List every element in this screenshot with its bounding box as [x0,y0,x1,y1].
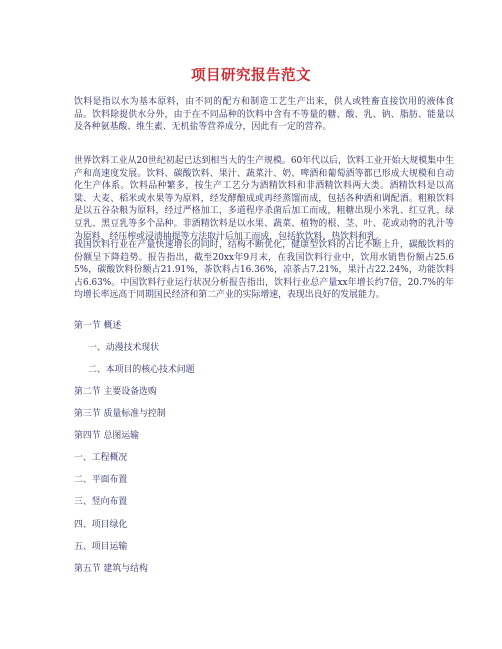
toc-item-4-2: 二、平面布置 [74,475,128,485]
toc-item-4-1: 一、工程概况 [74,453,128,463]
toc-item-1-1: 一、动漫技术现状 [88,343,159,353]
toc-section-3: 第三节 质量标准与控制 [74,409,166,419]
document-title: 项目研究报告范文 [191,68,311,84]
toc-item-1-2: 二、本项目的核心技术问题 [88,365,195,375]
toc-item-4-4: 四、项目绿化 [74,520,128,530]
paragraph-china-industry: 我国饮料行业在产量快速增长的同时，结构不断优化，健康型饮料的占比不断上升，碳酸饮料的份额呈下降趋势。报告指出，截至20xx年9月末，在我国饮料行业中，饮用水销售份额占25.65%，碳酸饮料份额占21.91%，茶饮料占16.36%，凉茶占7.21%，果汁占22.24%，功能饮料占6.63%。中国饮料行业运行状况分析报告指出，饮料行业总产量xx年增长约7倍，20.7%的年均增长率远高于同期国民经济和第二产业的实际增速，表现出良好的发展能力。 [74,240,454,301]
toc-section-2: 第二节 主要设备选购 [74,387,157,397]
toc-item-4-3: 三、竖向布置 [74,497,128,507]
toc-item-4-5: 五、项目运输 [74,542,128,552]
toc-section-5: 第五节 建筑与结构 [74,564,148,574]
paragraph-intro: 饮料是指以水为基本原料，由不同的配方和制造工艺生产出来，供人或牲畜直接饮用的液体食品。饮料除提供水分外，由于在不同品种的饮料中含有不等量的糖、酸、乳、钠、脂肪、能量以及各种氨基酸、维生素、无机盐等营养成分，因此有一定的营养。 [74,97,454,133]
toc-section-1: 第一节 概述 [74,321,122,331]
toc-section-4: 第四节 总图运输 [74,431,139,441]
paragraph-world-industry: 世界饮料工业从20世纪初起已达到相当大的生产规模。60年代以后，饮料工业开始大规模集中生产和高速度发展。饮料、碳酸饮料、果汁、蔬菜汁、奶、啤酒和葡萄酒等都已形成大规模和自动化生产体系。饮料品种繁多，按生产工艺分为酒精饮料和非酒精饮料两大类。酒精饮料是以高粱、大麦、稻米或水果等为原料，经发酵酿成或再经蒸馏而成，包括各种酒和调配酒。粗粮饮料是以五谷杂粮为原料，经过严格加工，多道程序杀菌后加工而成，粗糖出现小米乳、红豆乳、绿豆乳、黑豆乳等多个品种。非酒精饮料是以水果、蔬菜、植物的根、茎、叶、花或动物的乳汁等为原料，经压榨或浸渍抽提等方法取汁后加工而成，包括软饮料、热饮料和乳。 [74,156,454,242]
